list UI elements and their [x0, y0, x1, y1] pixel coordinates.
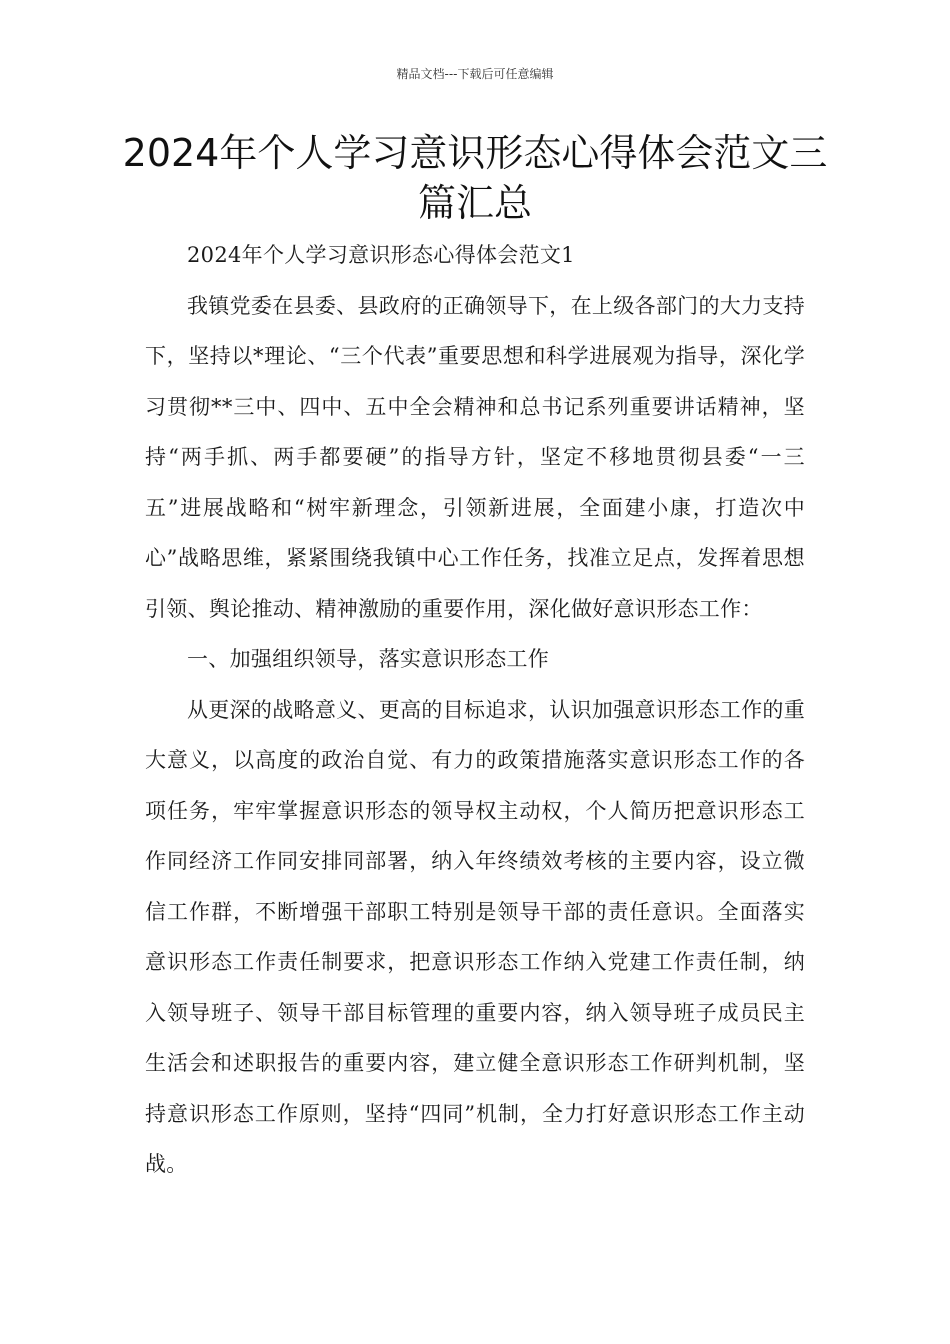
document-title: 2024年个人学习意识形态心得体会范文三篇汇总	[122, 131, 828, 225]
section-heading: 2024年个人学习意识形态心得体会范文1	[187, 243, 575, 267]
paragraph: 我镇党委在县委、县政府的正确领导下，在上级各部门的大力支持下，坚持以*理论、“三个代表”重要思想和科学进展观为指导，深化学习贯彻**三中、四中、五中全会精神和总书记系列重要讲话精神，坚持“两手抓、两手都要硬”的指导方针，坚定不移地贯彻县委“一三五”进展战略和“树牢新理念，引领新进展，全面建小康，打造次中心”战略思维，紧紧围绕我镇中心工作任务，找准立足点，发挥着思想引领、舆论推动、精神激励的重要作用，深化做好意识形态工作：	[145, 293, 805, 621]
paragraph: 从更深的战略意义、更高的目标追求，认识加强意识形态工作的重大意义，以高度的政治自觉、有力的政策措施落实意识形态工作的各项任务，牢牢掌握意识形态的领导权主动权，个人简历把意识形态工作同经济工作同安排同部署，纳入年终绩效考核的主要内容，设立微信工作群，不断增强干部职工特别是领导干部的责任意识。全面落实意识形态工作责任制要求，把意识形态工作纳入党建工作责任制，纳入领导班子、领导干部目标管理的重要内容，纳入领导班子成员民主生活会和述职报告的重要内容，建立健全意识形态工作研判机制，坚持意识形态工作原则，坚持“四同”机制，全力打好意识形态工作主动战。	[145, 697, 805, 1176]
section-heading: 一、加强组织领导，落实意识形态工作	[187, 647, 550, 671]
header-note: 精品文档---下载后可任意编辑	[396, 67, 554, 81]
document-body	[145, 230, 805, 1190]
